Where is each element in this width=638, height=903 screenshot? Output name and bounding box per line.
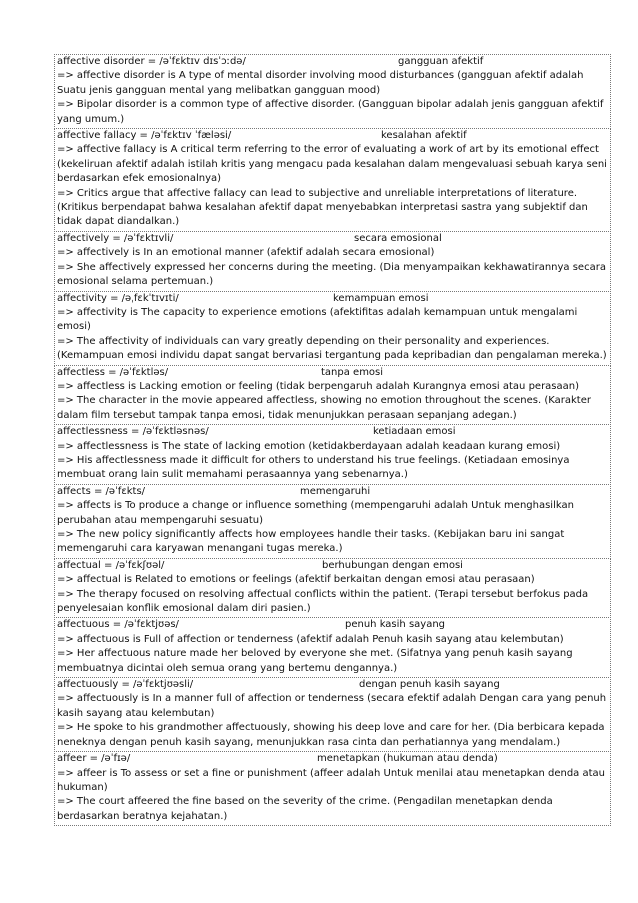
headword-pronunciation: affectless = /əˈfɛktləs/ [57, 366, 169, 378]
headword-pronunciation: affectuously = /əˈfɛktjʊəsli/ [57, 679, 194, 691]
entry-affectuous [54, 617, 611, 678]
example: => The new policy significantly affects how employees handle their tasks. (Kebijakan baru ini sangat memengaruhi cara karyawan menangani tugas mereka.) [57, 529, 565, 555]
example: => Bipolar disorder is a common type of affective disorder. (Gangguan bipolar adalah jenis gangguan afektif yang umum.) [57, 99, 604, 125]
translation: secara emosional [354, 232, 442, 244]
entry-headword [57, 678, 609, 692]
entry-affectively [54, 231, 611, 292]
example: => He spoke to his grandmother affectuously, showing his deep love and care for her. (Dia berbicara kepada neneknya dengan penuh kasih sayang, menunjukkan rasa cinta dan perhatiannya yang mendalam.) [57, 722, 605, 748]
example: => His affectlessness made it difficult for others to understand his true feelings. (Ketiadaan emosinya membuat orang lain sulit memahami perasaannya yang sebenarnya.) [57, 454, 570, 481]
entry-affective-disorder [54, 54, 611, 129]
entry-headword [57, 292, 609, 306]
entry-headword [57, 425, 609, 439]
entry-affeer [54, 751, 611, 826]
definition: => affectual is Related to emotions or feelings (afektif berkaitan dengan emosi atau perasaan) [57, 574, 535, 586]
headword-pronunciation: affects = /əˈfɛkts/ [57, 485, 146, 497]
definition: => affeer is To assess or set a fine or punishment (affeer adalah Untuk menilai atau menetapkan denda atau hukuman) [57, 767, 605, 793]
entry-affectlessness [54, 424, 611, 485]
entry-headword [57, 559, 609, 573]
translation: kemampuan emosi [333, 292, 429, 304]
translation: memengaruhi [300, 485, 371, 497]
definition: => affective fallacy is A critical term referring to the error of evaluating a work of art by its emotional effect (kekeliruan afektif adalah istilah kritis yang mengacu pada kesalahan dalam mengevaluasi sebuah karya seni berdasarkan efek emosionalnya) [57, 144, 607, 185]
definition: => affectuously is In a manner full of affection or tenderness (secara efektif adalah Dengan cara yang penuh kasih sayang atau kelembutan) [57, 693, 607, 719]
headword-pronunciation: affective disorder = /əˈfɛktɪv dɪsˈɔːdə/ [57, 56, 246, 67]
entry-affectual [54, 558, 611, 619]
entry-headword [57, 55, 609, 69]
translation: ketiadaan emosi [373, 426, 456, 438]
translation: gangguan afektif [398, 56, 484, 67]
definition: => affects is To produce a change or influence something (mempengaruhi adalah Untuk menghasilkan perubahan atau mempengaruhi sesuatu) [57, 500, 574, 526]
example: => Her affectuous nature made her beloved by everyone she met. (Sifatnya yang penuh kasih sayang membuatnya dicintai oleh semua orang yang bertemu dengannya.) [57, 648, 573, 674]
translation: dengan penuh kasih sayang [359, 679, 500, 691]
translation: menetapkan (hukuman atau denda) [317, 753, 498, 765]
translation: tanpa emosi [321, 366, 384, 378]
entry-affectivity [54, 291, 611, 366]
entry-headword [57, 752, 609, 766]
entry-affects [54, 484, 611, 559]
translation: penuh kasih sayang [345, 619, 446, 631]
entry-affective-fallacy [54, 128, 611, 232]
entry-headword [57, 618, 609, 632]
entry-headword [57, 485, 609, 499]
headword-pronunciation: affectively = /əˈfɛktɪvli/ [57, 232, 174, 244]
definition: => affectless is Lacking emotion or feeling (tidak berpengaruh adalah Kurangnya emosi atau perasaan) [57, 380, 580, 392]
definition: => affectively is In an emotional manner (afektif adalah secara emosional) [57, 247, 435, 259]
translation: kesalahan afektif [381, 130, 467, 142]
headword-pronunciation: affectual = /əˈfɛkʃʊəl/ [57, 559, 165, 571]
entry-headword [57, 129, 609, 143]
example: => She affectively expressed her concerns during the meeting. (Dia menyampaikan kekhawatirannya secara emosional selama pertemuan.) [57, 261, 606, 288]
definition: => affectuous is Full of affection or tenderness (afektif adalah Penuh kasih sayang atau kelembutan) [57, 633, 564, 645]
headword-pronunciation: affective fallacy = /əˈfɛktɪv ˈfæləsi/ [57, 130, 232, 142]
headword-pronunciation: affeer = /əˈfɪə/ [57, 753, 131, 765]
entry-headword [57, 366, 609, 380]
entry-affectless [54, 365, 611, 426]
headword-pronunciation: affectuous = /əˈfɛktjʊəs/ [57, 619, 179, 631]
example: => The court affeered the fine based on the severity of the crime. (Pengadilan menetapkan denda berdasarkan beratnya kejahatan.) [57, 796, 553, 822]
translation: berhubungan dengan emosi [322, 559, 463, 571]
document-body [54, 55, 611, 826]
headword-pronunciation: affectivity = /əˌfɛkˈtɪvɪti/ [57, 292, 179, 304]
entry-headword [57, 232, 609, 246]
entry-affectuously [54, 677, 611, 752]
example: => The character in the movie appeared affectless, showing no emotion throughout the scenes. (Karakter dalam film tersebut tampak tanpa emosi, tidak menunjukkan perasaan sepanjang adegan.) [57, 395, 591, 421]
example: => The therapy focused on resolving affectual conflicts within the patient. (Terapi tersebut berfokus pada penyelesaian konflik emosional dalam diri pasien.) [57, 588, 589, 615]
example: => The affectivity of individuals can vary greatly depending on their personality and experiences. (Kemampuan emosi individu dapat sangat bervariasi tergantung pada kepribadian dan pengalaman mereka.) [57, 335, 607, 362]
definition: => affective disorder is A type of mental disorder involving mood disturbances (gangguan afektif adalah Suatu jenis gangguan mental yang melibatkan gangguan mood) [57, 70, 584, 96]
headword-pronunciation: affectlessness = /əˈfɛktləsnəs/ [57, 426, 209, 438]
example: => Critics argue that affective fallacy can lead to subjective and unreliable interpretations of literature. (Kritikus berpendapat bahwa kesalahan afektif dapat menyebabkan interpretasi sastra yang subjektif dan tidak dapat diandalkan.) [57, 187, 588, 228]
definition: => affectlessness is The state of lacking emotion (ketidakberdayaan adalah keadaan kurang emosi) [57, 440, 561, 452]
definition: => affectivity is The capacity to experience emotions (afektifitas adalah kemampuan untuk mengalami emosi) [57, 306, 578, 333]
